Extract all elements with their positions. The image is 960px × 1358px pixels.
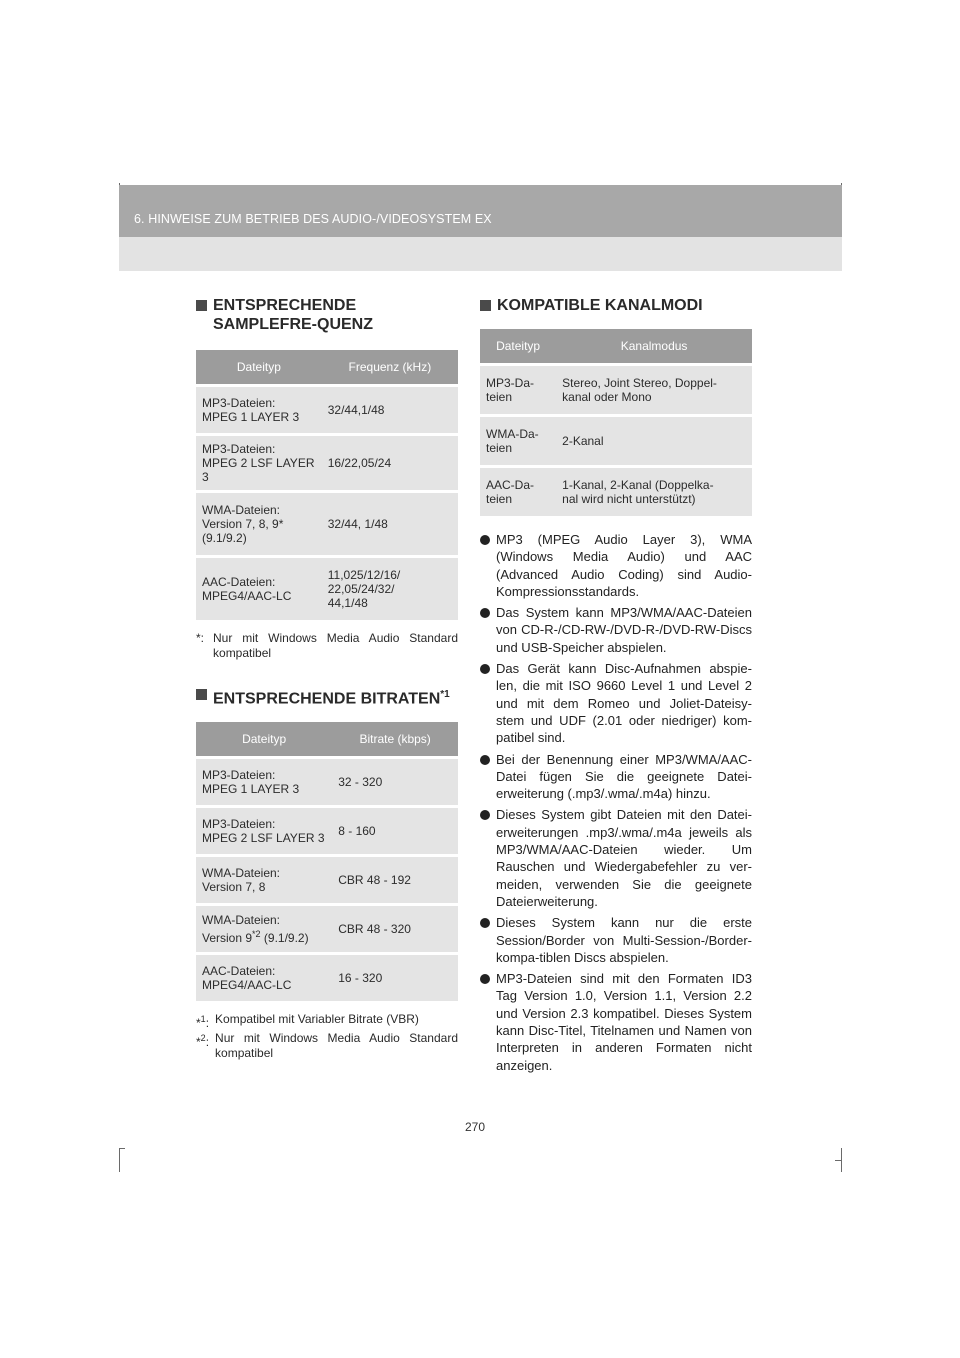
cell-line: MP3-Dateien: bbox=[202, 396, 276, 410]
cell-line: (9.1/9.2) bbox=[202, 531, 247, 545]
table-row bbox=[196, 856, 458, 905]
heading-text: ENTSPRECHENDE BITRATEN bbox=[213, 690, 441, 708]
cell-line: MP3-Dateien: bbox=[202, 768, 276, 783]
table-cell bbox=[480, 416, 556, 467]
table-cell bbox=[196, 758, 332, 807]
table-row bbox=[480, 467, 752, 518]
cell-line: AAC-Da- bbox=[486, 478, 535, 492]
crop-mark bbox=[841, 1148, 842, 1172]
bullet-dot-icon bbox=[480, 974, 490, 984]
cell-line: WMA-Da- bbox=[486, 427, 539, 441]
cell-line: WMA-Dateien: bbox=[202, 866, 281, 881]
footnote-star: * bbox=[196, 1016, 201, 1031]
header-title: 6. HINWEISE ZUM BETRIEB DES AUDIO-/VIDEOSYSTEM EX bbox=[134, 212, 492, 226]
table-row bbox=[480, 365, 752, 416]
cell-line: MPEG4/AAC-LC bbox=[202, 978, 292, 993]
heading-text-wrap bbox=[213, 685, 458, 708]
list-item-text: MP3-Dateien sind mit den Formaten ID3 Tag Version 1.0, Version 1.1, Version 2.2 und Version 2.3 kompatibel. Dieses System kann Disc-Titel, Titelnamen und Namen von Interpreten in anderen Formaten nicht anzeigen. bbox=[496, 971, 752, 1073]
cell-text: Version 9 bbox=[202, 931, 253, 946]
footnote bbox=[196, 1031, 458, 1061]
heading-text: ENTSPRECHENDE SAMPLEFRE-QUENZ bbox=[213, 297, 373, 333]
cell-line: 16/22,05/24 bbox=[327, 456, 392, 470]
footnote-text: Nur mit Windows Media Audio Standard kompatibel bbox=[213, 631, 458, 660]
bullet-dot-icon bbox=[480, 535, 490, 545]
footnote bbox=[196, 1012, 458, 1031]
column-header: Frequenz (kHz) bbox=[322, 350, 458, 386]
list-item bbox=[480, 531, 752, 600]
page-number: 270 bbox=[465, 1120, 486, 1134]
cell-line: WMA-Dateien: bbox=[202, 503, 281, 517]
table-row bbox=[196, 435, 458, 492]
cell-line: 2-Kanal bbox=[562, 434, 604, 448]
cell-line: Version 7, 8 bbox=[202, 880, 266, 895]
cell-line: MPEG 1 LAYER 3 bbox=[202, 782, 300, 797]
crop-mark bbox=[119, 1148, 120, 1172]
cell-line: MP3-Dateien: bbox=[202, 442, 276, 456]
column-header: Dateityp bbox=[196, 722, 332, 758]
table-row bbox=[196, 954, 458, 1003]
table-cell bbox=[196, 435, 322, 492]
table-cell bbox=[556, 365, 752, 416]
footnote-superscript: 2 bbox=[200, 1033, 206, 1044]
table-row bbox=[196, 386, 458, 435]
table-row bbox=[196, 807, 458, 856]
cell-line: Version 7, 8, 9* bbox=[202, 517, 284, 531]
square-bullet-icon bbox=[196, 300, 207, 311]
table-row bbox=[196, 905, 458, 954]
cell-line: kanal oder Mono bbox=[562, 390, 652, 404]
cell-line: MPEG 2 LSF LAYER 3 bbox=[202, 831, 325, 846]
table-cell bbox=[196, 807, 332, 856]
footnote-colon: : bbox=[205, 1016, 210, 1031]
cell-line: nal wird nicht unterstützt) bbox=[562, 492, 696, 506]
table-cell: 16 - 320 bbox=[332, 954, 458, 1003]
column-header: Dateityp bbox=[480, 329, 556, 365]
list-item-text: Das Gerät kann Disc-Aufnahmen abspie-len, die mit ISO 9660 Level 1 und Level 2 und mit dem Romeo und Joliet-Dateisy-stem und UDF (2.01 oder niedriger) kom-patibel sind. bbox=[496, 661, 752, 746]
samplefrequenz-heading bbox=[196, 296, 458, 334]
bullet-dot-icon bbox=[480, 664, 490, 674]
list-item bbox=[480, 806, 752, 910]
kanalmodi-table bbox=[480, 329, 752, 519]
footnote-colon: : bbox=[205, 1035, 210, 1050]
table-header-row bbox=[480, 329, 752, 365]
list-item-text: Dieses System kann nur die erste Session/Border von Multi-Session-/Border-kompa-tiblen Discs abspielen. bbox=[496, 915, 752, 965]
cell-line: MPEG4/AAC-LC bbox=[202, 589, 292, 603]
table-cell bbox=[196, 492, 322, 557]
bullet-dot-icon bbox=[480, 810, 490, 820]
table-cell bbox=[196, 856, 332, 905]
list-item bbox=[480, 751, 752, 803]
table-cell bbox=[322, 557, 458, 622]
bitraten-heading bbox=[196, 685, 458, 708]
cell-line bbox=[202, 927, 326, 945]
cell-line: 44,1/48 bbox=[327, 596, 368, 610]
footnote-mark: *: bbox=[196, 631, 205, 645]
cell-line: Stereo, Joint Stereo, Doppel- bbox=[562, 376, 717, 390]
cell-line: 32/44,1/48 bbox=[327, 403, 385, 417]
cell-line: AAC-Dateien: bbox=[202, 964, 276, 979]
cell-line: MPEG 2 LSF LAYER 3 bbox=[202, 456, 315, 484]
table-cell bbox=[196, 905, 332, 954]
bullet-dot-icon bbox=[480, 918, 490, 928]
heading-superscript: *1 bbox=[440, 689, 450, 700]
table-cell: 32 - 320 bbox=[332, 758, 458, 807]
square-bullet-icon bbox=[480, 300, 491, 311]
samplefrequenz-table bbox=[196, 350, 458, 623]
list-item bbox=[480, 914, 752, 966]
cell-line: MPEG 1 LAYER 3 bbox=[202, 410, 300, 424]
list-item-text: MP3 (MPEG Audio Layer 3), WMA (Windows Media Audio) und AAC (Advanced Audio Coding) sind Audio-Kompressionsstandards. bbox=[496, 532, 752, 599]
heading-text: KOMPATIBLE KANALMODI bbox=[497, 297, 703, 314]
list-item-text: Dieses System gibt Dateien mit den Datei-erweiterungen .mp3/.wma/.m4a jeweils als MP3/WMA/AAC-Dateien wieder. Um Rauschen und Wiedergabefehler zu ver-meiden, verwenden Sie die geeignete Dateierweiterung. bbox=[496, 807, 752, 909]
page-header bbox=[119, 185, 842, 271]
left-column bbox=[196, 296, 458, 1061]
list-item bbox=[480, 604, 752, 656]
table-cell bbox=[480, 365, 556, 416]
table-cell bbox=[322, 435, 458, 492]
list-item-text: Das System kann MP3/WMA/AAC-Dateien von CD-R-/CD-RW-/DVD-R-/DVD-RW-Discs und USB-Speicher abspielen. bbox=[496, 605, 752, 655]
cell-line: MP3-Da- bbox=[486, 376, 535, 390]
crop-mark bbox=[119, 1148, 125, 1149]
footnote-text: Kompatibel mit Variabler Bitrate (VBR) bbox=[215, 1012, 419, 1027]
table-row bbox=[196, 758, 458, 807]
cell-line: teien bbox=[486, 492, 513, 506]
table-cell bbox=[480, 467, 556, 518]
footnote-mark bbox=[196, 1031, 209, 1061]
table-cell bbox=[556, 467, 752, 518]
table-header-row bbox=[196, 350, 458, 386]
cell-line: teien bbox=[486, 441, 513, 455]
bitraten-table bbox=[196, 722, 458, 1004]
header-strip bbox=[119, 185, 842, 237]
cell-line: MP3-Dateien: bbox=[202, 817, 276, 832]
table-cell: CBR 48 - 320 bbox=[332, 905, 458, 954]
table-cell bbox=[556, 416, 752, 467]
cell-line: WMA-Dateien: bbox=[202, 913, 281, 928]
cell-line: 1-Kanal, 2-Kanal (Doppelka- bbox=[562, 478, 714, 492]
square-bullet-icon bbox=[196, 689, 207, 700]
table-cell: 8 - 160 bbox=[332, 807, 458, 856]
footnote bbox=[196, 631, 458, 661]
kanalmodi-heading bbox=[480, 296, 752, 315]
column-header: Bitrate (kbps) bbox=[332, 722, 458, 758]
crop-mark bbox=[835, 1160, 841, 1161]
cell-text: (9.1/9.2) bbox=[260, 931, 309, 946]
table-cell bbox=[196, 954, 332, 1003]
table-cell bbox=[322, 492, 458, 557]
cell-superscript: *2 bbox=[252, 929, 261, 940]
list-item bbox=[480, 970, 752, 1074]
bullet-dot-icon bbox=[480, 608, 490, 618]
table-header-row bbox=[196, 722, 458, 758]
footnotes bbox=[196, 1012, 458, 1061]
table-row bbox=[196, 557, 458, 622]
cell-line: 32/44, 1/48 bbox=[327, 517, 388, 531]
bullet-list bbox=[480, 531, 752, 1074]
footnote-star: * bbox=[196, 1035, 201, 1050]
cell-line: 11,025/12/16/ bbox=[327, 568, 401, 582]
footnote-mark bbox=[196, 1012, 209, 1031]
table-row bbox=[480, 416, 752, 467]
table-cell: CBR 48 - 192 bbox=[332, 856, 458, 905]
cell-line: teien bbox=[486, 390, 513, 404]
footnote-superscript: 1 bbox=[200, 1014, 206, 1025]
right-column bbox=[480, 296, 752, 1078]
column-header: Dateityp bbox=[196, 350, 322, 386]
bullet-dot-icon bbox=[480, 755, 490, 765]
list-item bbox=[480, 660, 752, 746]
cell-line: AAC-Dateien: bbox=[202, 575, 276, 589]
table-cell bbox=[196, 386, 322, 435]
cell-line: 22,05/24/32/ bbox=[327, 582, 395, 596]
table-row bbox=[196, 492, 458, 557]
table-cell bbox=[322, 386, 458, 435]
footnote-text: Nur mit Windows Media Audio Standard kompatibel bbox=[215, 1031, 458, 1061]
column-header: Kanalmodus bbox=[556, 329, 752, 365]
list-item-text: Bei der Benennung einer MP3/WMA/AAC-Datei fügen Sie die geeignete Datei-erweiterung (.mp3/.wma/.m4a) hinzu. bbox=[496, 751, 752, 802]
table-cell bbox=[196, 557, 322, 622]
